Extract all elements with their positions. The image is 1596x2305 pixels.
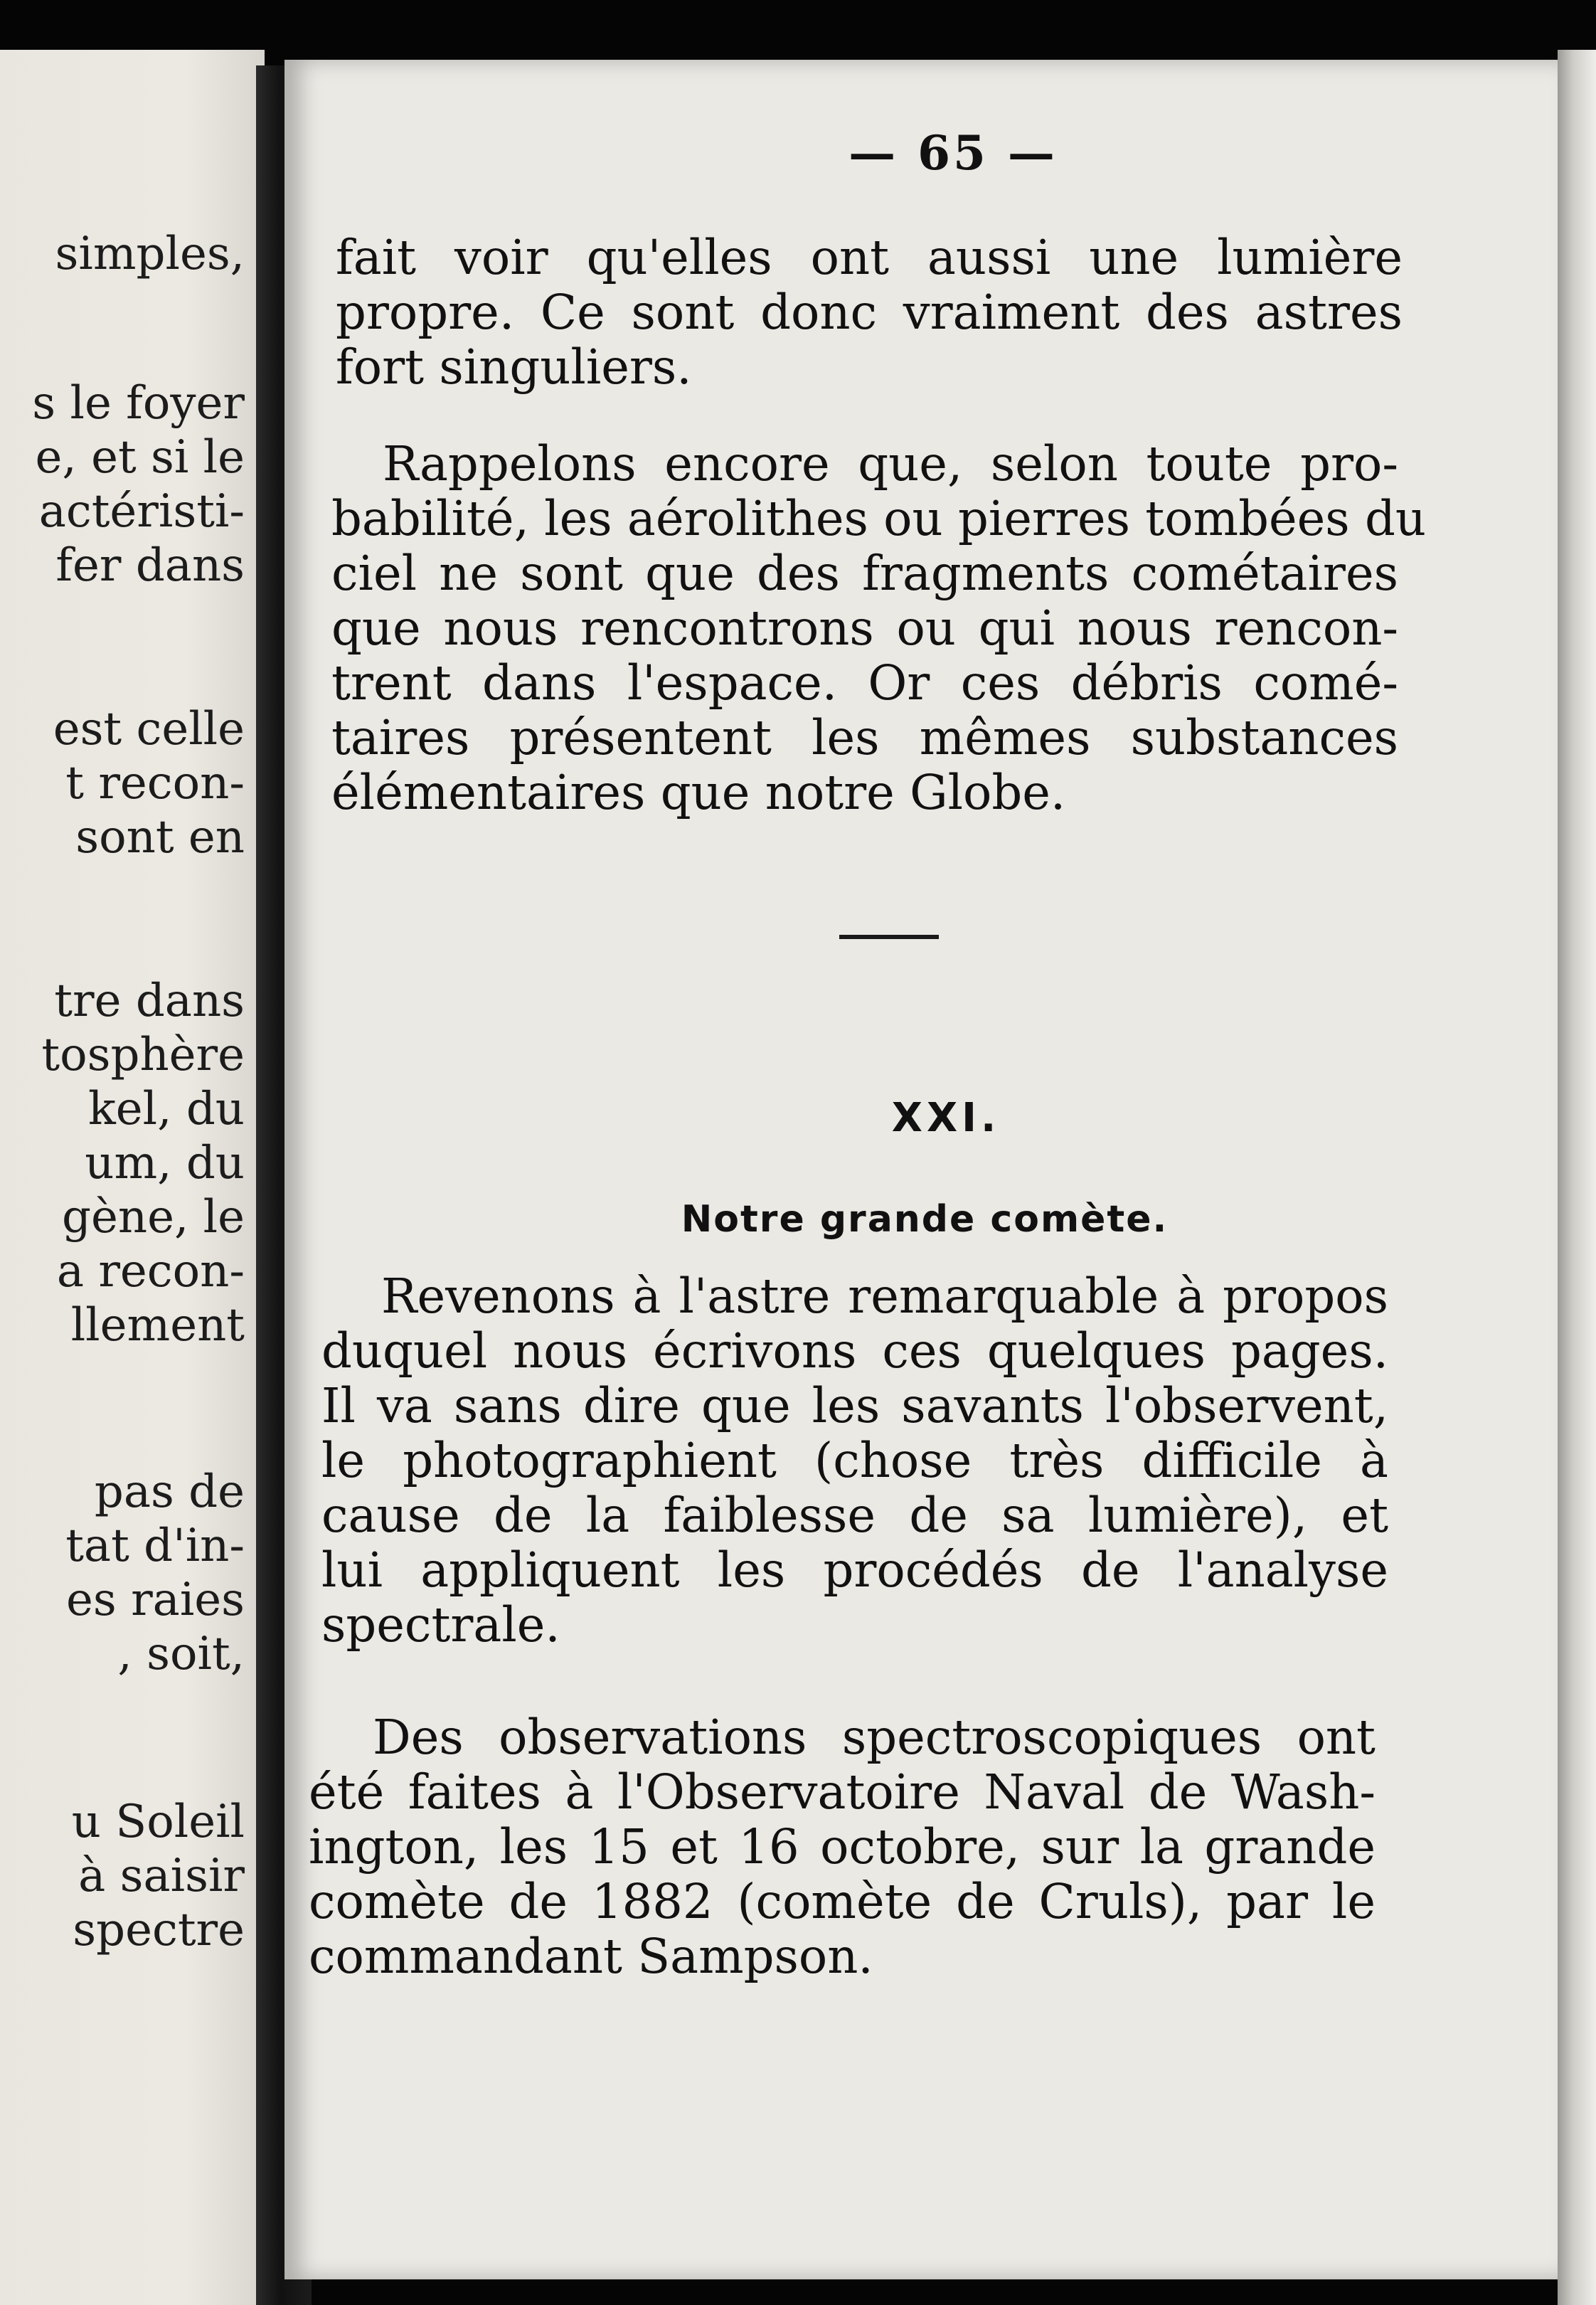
left-fragment: e, et si le (35, 431, 245, 484)
left-fragment: pas de (94, 1466, 245, 1518)
text-line: lui appliquent les procédés de l'analyse (321, 1542, 1388, 1598)
text-line: babilité, les aérolithes ou pierres tombées du (331, 491, 1427, 546)
text-line: propre. Ce sont donc vraiment des astres (336, 285, 1403, 340)
left-fragment: spectre (73, 1904, 245, 1956)
left-fragment: um, du (85, 1137, 245, 1189)
section-divider (839, 935, 939, 939)
left-fragment: es raies (66, 1574, 245, 1626)
text-line: spectrale. (321, 1597, 560, 1653)
text-line: taires présentent les mêmes substances (331, 710, 1398, 765)
paragraph-1 (336, 231, 1403, 395)
text-line: commandant Sampson. (309, 1929, 873, 1984)
text-line: été faites à l'Observatoire Naval de Wash- (309, 1764, 1376, 1820)
text-line: comète de 1882 (comète de Cruls), par le (309, 1874, 1376, 1929)
text-line: Rappelons encore que, selon toute pro- (383, 436, 1398, 492)
text-line: duquel nous écrivons ces quelques pages. (321, 1323, 1388, 1379)
page-number: — 65 — (848, 125, 1058, 181)
left-fragment: à saisir (78, 1850, 245, 1902)
text-line: Revenons à l'astre remarquable à propos (381, 1268, 1388, 1324)
paragraph-2 (331, 436, 1427, 820)
left-fragment: kel, du (88, 1083, 245, 1135)
right-page (284, 60, 1558, 2279)
text-line: le photographient (chose très difficile à (321, 1433, 1388, 1488)
text-line: Il va sans dire que les savants l'observent, (321, 1378, 1388, 1434)
left-fragment: tre dans (54, 975, 245, 1027)
text-line: cause de la faiblesse de sa lumière), et (321, 1488, 1388, 1543)
left-fragment: llement (70, 1299, 245, 1352)
page-edge (1558, 50, 1596, 2305)
left-fragment: t recon- (65, 757, 245, 810)
text-line: fort singuliers. (336, 339, 692, 395)
left-fragment: actéristi- (38, 485, 245, 538)
left-fragment: a recon- (56, 1245, 245, 1298)
paragraph-3 (321, 1269, 1388, 1653)
left-fragment: est celle (53, 703, 245, 756)
paragraph-4 (309, 1710, 1376, 1984)
left-fragment: s le foyer (32, 377, 245, 430)
chapter-title: Notre grande comète. (681, 1198, 1169, 1241)
left-fragment: tat d'in- (65, 1520, 245, 1572)
left-fragment: u Soleil (71, 1796, 245, 1848)
text-line: Des observations spectroscopiques ont (373, 1710, 1376, 1765)
text-line: élémentaires que notre Globe. (331, 765, 1066, 820)
chapter-number: XXI. (891, 1095, 1001, 1141)
text-line: ciel ne sont que des fragments cométaires (331, 546, 1398, 601)
left-fragment: gène, le (62, 1191, 245, 1244)
left-fragment: , soit, (117, 1628, 245, 1680)
left-fragment: sont en (75, 811, 245, 864)
left-fragment: tosphère (41, 1029, 245, 1081)
text-line: ington, les 15 et 16 octobre, sur la grande (309, 1819, 1376, 1875)
left-fragment: fer dans (55, 539, 245, 592)
text-line: trent dans l'espace. Or ces débris comé- (331, 655, 1398, 711)
left-fragment: simples, (55, 228, 245, 280)
left-page (0, 50, 265, 2305)
text-line: que nous rencontrons ou qui nous rencon- (331, 600, 1398, 656)
text-line: fait voir qu'elles ont aussi une lumière (336, 230, 1403, 285)
